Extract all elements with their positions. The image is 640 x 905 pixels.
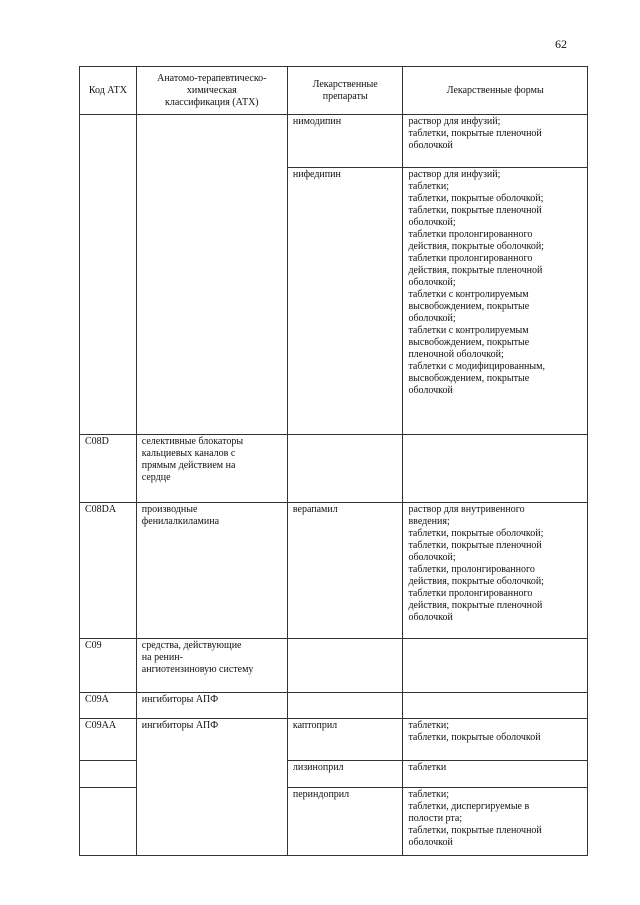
table-row [80, 503, 588, 639]
table-row [80, 693, 588, 719]
drug-cell: нимодипин [287, 115, 403, 168]
table-header-row [80, 67, 588, 115]
table-row [80, 719, 588, 761]
forms-cell [403, 639, 588, 693]
atc-code-cell: C09 [80, 639, 137, 693]
drug-cell: периндоприл [287, 788, 403, 856]
atc-code-cell: C08DA [80, 503, 137, 639]
header-atc-classification: Анатомо-терапевтическо- химическая классификация (АТХ) [136, 67, 287, 115]
atc-code-cell: C08D [80, 435, 137, 503]
drug-cell: каптоприл [287, 719, 403, 761]
forms-cell: таблетки; таблетки, покрытые оболочкой [403, 719, 588, 761]
drug-cell [287, 435, 403, 503]
drug-cell: лизиноприл [287, 761, 403, 788]
atc-code-cell [80, 761, 137, 788]
forms-cell [403, 693, 588, 719]
page-number: 62 [555, 37, 567, 51]
forms-cell: таблетки [403, 761, 588, 788]
header-drugs: Лекарственные препараты [287, 67, 403, 115]
atc-class-cell: средства, действующие на ренин- ангиотензиновую систему [136, 639, 287, 693]
drug-cell: верапамил [287, 503, 403, 639]
atc-code-cell: C09A [80, 693, 137, 719]
header-atc-code: Код АТХ [80, 67, 137, 115]
atc-code-cell: C09AA [80, 719, 137, 761]
drug-cell [287, 639, 403, 693]
forms-cell [403, 435, 588, 503]
atc-code-cell [80, 788, 137, 856]
atc-class-cell: ингибиторы АПФ [136, 693, 287, 719]
forms-cell: раствор для инфузий; таблетки; таблетки, покрытые оболочкой; таблетки, покрытые пленочной оболочкой; таблетки пролонгированного действия, покрытые оболочкой; таблетки пролонгированного действия, покрытые пленочной оболочкой; таблетки с контролируемым высвобождением, покрытые оболочкой; таблетки с контролируемым высвобождением, покрытые пленочной оболочкой; таблетки с модифицированным, высвобождением, покрытые оболочкой [403, 168, 588, 435]
atc-class-cell [136, 115, 287, 435]
table-row [80, 115, 588, 168]
forms-cell: раствор для внутривенного введения; таблетки, покрытые оболочкой; таблетки, покрытые пленочной оболочкой; таблетки, пролонгированного действия, покрытые оболочкой; таблетки пролонгированного действия, покрытые пленочной оболочкой [403, 503, 588, 639]
table-row [80, 639, 588, 693]
forms-cell: таблетки; таблетки, диспергируемые в полости рта; таблетки, покрытые пленочной оболочкой [403, 788, 588, 856]
forms-cell: раствор для инфузий; таблетки, покрытые пленочной оболочкой [403, 115, 588, 168]
table-row [80, 435, 588, 503]
atc-table [79, 66, 588, 856]
atc-class-cell: селективные блокаторы кальциевых каналов с прямым действием на сердце [136, 435, 287, 503]
atc-class-cell: ингибиторы АПФ [136, 719, 287, 856]
atc-code-cell [80, 115, 137, 435]
drug-cell: нифедипин [287, 168, 403, 435]
header-dosage-forms: Лекарственные формы [403, 67, 588, 115]
atc-class-cell: производные фенилалкиламина [136, 503, 287, 639]
drug-cell [287, 693, 403, 719]
